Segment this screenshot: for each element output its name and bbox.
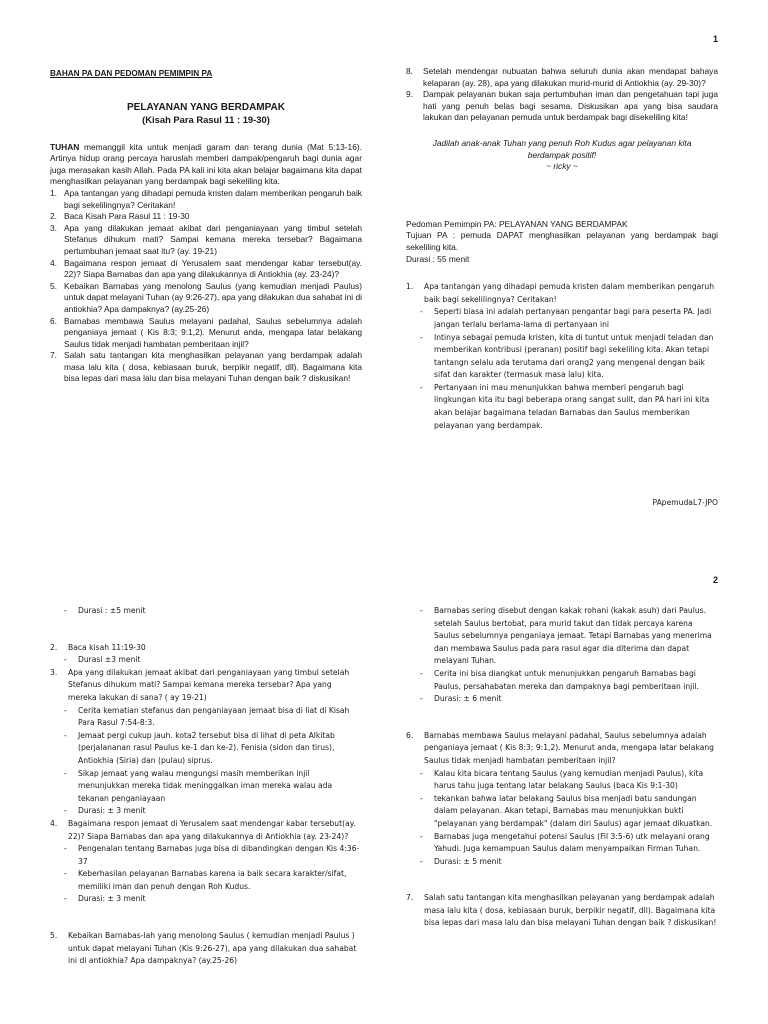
- document-header: BAHAN PA DAN PEDOMAN PEMIMPIN PA: [50, 69, 213, 78]
- question-list-continued: [406, 66, 718, 124]
- bullet-dash: -: [420, 606, 423, 615]
- item-text: Durasi: ± 5 menit: [434, 856, 502, 866]
- bullet-dash: -: [420, 694, 423, 704]
- item-text: Durasi: ± 3 menit: [78, 894, 146, 904]
- item-text: Baca kisah 11:19-30: [68, 642, 146, 652]
- bullet-dash: -: [420, 668, 423, 678]
- item-number: 1.: [50, 187, 57, 198]
- list-item: [50, 258, 362, 281]
- intro-emphasis: TUHAN: [50, 141, 80, 152]
- guide-question: [406, 730, 718, 768]
- item-text: Salah satu tantangan kita menghasilkan pelayanan yang berdampak adalah masa lalu kita ( dosa, kebiasaan buruk, berpikir negatif, dll). Bagaimana kita bisa lepas dari masa lalu dan bisa melayani Tuhan dengan baik ? diskusikan!: [424, 893, 717, 928]
- item-text: Apa tantangan yang dihadapi pemuda kristen dalam memberikan pengaruh baik bagi sekelilingnya? Ceritakan!: [64, 187, 362, 210]
- list-item: [406, 382, 718, 432]
- list-item: [50, 705, 362, 730]
- list-item: [406, 332, 718, 382]
- item-text: Salah satu tantangan kita menghasilkan pelayanan yang berdampak adalah masa lalu kita ( dosa, kebiasaan buruk, berpikir negatif, dll). Bagaimana kita bisa lepas dari masa lalu dan bisa melayani Tuhan dengan baik ? diskusikan!: [64, 350, 362, 384]
- item-text: Pengenalan tentang Barnabas juga bisa di dibandingkan dengan Kis 4:36-37: [78, 844, 360, 866]
- item-text: Kebaikan Barnabas yang menolong Saulus (yang kemudian menjadi Paulus) untuk dapat melayani Tuhan (ay 9:26-27), apa yang dilakukan dua sahabat ini di antiokhia? Apa dampaknya? (ay.25-26): [64, 280, 362, 314]
- list-item: [50, 605, 362, 618]
- item-text: Cerita ini bisa diangkat untuk menunjukkan pengaruh Barnabas bagi Paulus, persahabatan mereka dan dampaknya bagi pemberitaan injil.: [434, 668, 699, 691]
- quote-author: ~ ricky ~: [546, 161, 578, 172]
- bullet-dash: -: [64, 844, 67, 854]
- item-text: Setelah mendengar nubuatan bahwa seluruh dunia akan mendapat bahaya kelaparan (ay. 28), apa yang dilakukan murid-murid di Antiokhia (ay. 29-30)?: [423, 66, 718, 88]
- item-text: Bagaimana respon jemaat di Yerusalem saat mendengar kabar tersebut(ay. 22)? Siapa Barnabas dan apa yang dilakukannya di Antiokhia (ay. 23-24)?: [64, 257, 362, 280]
- bullet-dash: -: [420, 307, 423, 317]
- document-page-2: [0, 565, 768, 1024]
- item-text: Keberhasilan pelayanan Barnabas karena ia baik secara karakter/sifat, memiliki iman dan penuh dengan Roh Kudus.: [78, 869, 347, 891]
- bullet-dash: -: [64, 606, 67, 615]
- item-number: 7.: [50, 350, 57, 361]
- list-item: [50, 281, 362, 316]
- guide-question: [406, 892, 718, 930]
- item-text: Apa yang dilakukan jemaat akibat dari penganiayaan yang timbul setelah Stefanus dihukum mati? Sampai kemana mereka tersebar? Apa yang mereka lakukan di sana? ( ay 19-21): [68, 667, 350, 702]
- bullet-dash: -: [64, 655, 67, 665]
- item-text: Barnabas membawa Saulus melayani padahal, Saulus sebelumnya adalah penganiaya jemaat ( Kis 8:3; 9:1,2). Menurut anda, mengapa latar belakang Saulus tidak menjadi hambatan pemberitaan injil?: [64, 315, 362, 349]
- bullet-dash: -: [420, 856, 423, 866]
- document-title: PELAYANAN YANG BERDAMPAK: [127, 101, 285, 113]
- left-column: [50, 605, 362, 968]
- item-number: 6.: [406, 730, 414, 740]
- intro-paragraph: [50, 142, 362, 188]
- list-item: [50, 768, 362, 806]
- list-item: [406, 66, 718, 89]
- bullet-dash: -: [420, 332, 423, 342]
- item-text: Intinya sebagai pemuda kristen, kita di tuntut untuk menjadi teladan dan memberikan kontribusi (peranan) positif bagi sekeliling kita. Akan tetapi tantangn selalu ada terutama dari orang2 yang mengenal dengan baik sifat dan karakter (termasuk masa lalu) kita.: [434, 332, 714, 380]
- guide-goal: Tujuan PA : pemuda DAPAT menghasilkan pelayanan yang berdampak bagi sekeliling kita.: [406, 230, 718, 252]
- bullet-dash: -: [64, 806, 67, 816]
- guide-question: [406, 281, 718, 306]
- list-item: [50, 805, 362, 818]
- list-item: [406, 793, 718, 831]
- bullet-dash: -: [64, 730, 67, 740]
- item-text: Dampak pelayanan bukan saja pertumbuhan iman dan pengetahuan tapi juga hati yang penuh belas bagi sesama. Diskusikan apa yang bisa saudara lakukan dan pelayanan pemuda untuk berdampak bagi disekeliling kita!: [423, 89, 718, 123]
- item-text: Sikap jemaat yang walau mengungsi masih memberikan injil menunjukkan mereka tidak meninggalkan iman mereka walau ada tekanan penganiayaan: [78, 768, 333, 803]
- item-number: 7.: [406, 893, 414, 903]
- item-text: Barnabas juga mengetahui potensi Saulus (Fil 3:5-6) utk melayani orang Yahudi. Juga kemampuan Saulus dalam menyampaikan Firman Tuhan.: [434, 831, 710, 854]
- item-text: Baca Kisah Para Rasul 11 : 19-30: [64, 211, 190, 222]
- item-number: 5.: [50, 931, 58, 941]
- item-text: Durasi: ± 3 menit: [78, 806, 146, 816]
- item-number: 2.: [50, 211, 57, 222]
- guide-question: [50, 930, 362, 968]
- list-item: [50, 211, 362, 223]
- item-number: 8.: [406, 66, 413, 76]
- item-text: Bagaimana respon jemaat di Yerusalem saat mendengar kabar tersebut(ay. 22)? Siapa Barnabas dan apa yang dilakukannya di Antiokhia (ay. 23-24)?: [68, 818, 356, 841]
- bullet-dash: -: [420, 831, 423, 841]
- right-column: [406, 605, 718, 930]
- list-item: [50, 654, 362, 667]
- list-item: [50, 223, 362, 258]
- list-item: [406, 306, 718, 331]
- quote-text: Jadilah anak-anak Tuhan yang penuh Roh Kudus agar pelayanan kita berdampak positif!: [432, 137, 692, 160]
- item-text: Pertanyaan ini mau menunjukkan bahwa memberi pengaruh bagi lingkungan kita itu bagi beberapa orang sangat sulit, dan PA hari ini kita akan belajar bagaimana teladan Barnabas dan Saulus memberikan pelayanan yang berdampak.: [434, 382, 710, 430]
- item-text: Durasi: ± 6 menit: [434, 694, 502, 704]
- item-text: Cerita kematian stefanus dan penganiayaan jemaat bisa di liat di Kisah Para Rasul 7:54-8:3.: [78, 705, 350, 728]
- guide-question: [50, 667, 362, 705]
- list-item: [406, 693, 718, 706]
- item-text: Apa tantangan yang dihadapi pemuda kristen dalam memberikan pengaruh baik bagi sekelilingnya? Ceritakan!: [424, 282, 715, 304]
- list-item: [50, 730, 362, 768]
- item-number: 4.: [50, 818, 58, 828]
- item-number: 3.: [50, 222, 57, 233]
- list-item: [50, 843, 362, 868]
- item-text: Apa yang dilakukan jemaat akibat dari penganiayaan yang timbul setelah Stefanus dihukum mati? Sampai kemana mereka tersebar? Bagaimana pertumbuhan jemaat saat itu? (ay. 19-21): [64, 222, 362, 256]
- item-text: Seperti biasa ini adalah pertanyaan pengantar bagi para peserta PA. Jadi jangan terlalu berlama-lama di pertanyaan ini: [434, 307, 712, 329]
- item-number: 2.: [50, 642, 58, 652]
- guide-title: Pedoman Pemimpin PA: PELAYANAN YANG BERDAMPAK: [406, 218, 628, 229]
- item-text: Barnabas sering disebut dengan kakak rohani (kakak asuh) dari Paulus. setelah Saulus bertobat, para murid takut dan tidak percaya karena Saulus sebelumnya penganiaya jemaat. Tetapi Barnabas yang menerima dan membawa Saulus pada para rasul agar dia diterima dan dapat melayani Tuhan.: [434, 606, 712, 666]
- guide-question-1: [406, 281, 718, 432]
- item-number: 3.: [50, 667, 58, 677]
- item-text: Jemaat pergi cukup jauh. kota2 tersebut bisa di lihat di peta Alkitab (perjalananan rasul Paulus ke-1 dan ke-2). Fenisia (sidon dan tirus), Antiokhia (Siria) dan (pulau) siprus.: [78, 730, 335, 765]
- list-item: [50, 893, 362, 906]
- bullet-dash: -: [420, 382, 423, 392]
- item-number: 6.: [50, 315, 57, 326]
- guide-question: [50, 642, 362, 655]
- item-text: Durasi ±3 menit: [78, 655, 141, 665]
- document-subtitle: (Kisah Para Rasul 11 : 19-30): [142, 113, 270, 125]
- list-item: [50, 350, 362, 385]
- page-number: 1: [712, 34, 718, 44]
- intro-text: memanggil kita untuk menjadi garam dan terang dunia (Mat 5:13-16). Artinya hidup orang percaya haruslah memberi dampak/pengaruh bagi dunia agar juga merasakan kasih Allah. Pada PA kali ini kita akan belajar bagaimana kita dapat menghasilkan pelayanan yang berdampak bagi sekeliling kita.: [50, 141, 362, 187]
- list-item: [50, 188, 362, 211]
- item-number: 4.: [50, 257, 57, 268]
- list-item: [406, 856, 718, 869]
- item-number: 1.: [406, 282, 414, 292]
- bullet-dash: -: [64, 705, 67, 715]
- bullet-dash: -: [64, 894, 67, 904]
- list-item: [50, 316, 362, 351]
- list-item: [406, 768, 718, 793]
- item-text: Kebaikan Barnabas-lah yang menolong Saulus ( kemudian menjadi Paulus ) untuk dapat melayani Tuhan (Kis 9:26-27), apa yang dilakukan dua sahabat ini di antiokhia? Apa dampaknya? (ay.25-26): [68, 931, 357, 966]
- item-text: tekankan bahwa latar belakang Saulus bisa menjadi batu sandungan dalam pelayanan. Akan tetapi, Barnabas mau menunjukkan bukti "pelayanan yang berdampak" (dalam diri Saulus) agar jemaat dikuatkan.: [434, 793, 713, 828]
- guide-duration: Durasi : 55 menit: [406, 253, 470, 264]
- item-number: 5.: [50, 280, 57, 291]
- item-text: Durasi : ±5 menit: [78, 606, 146, 615]
- list-item: [406, 668, 718, 693]
- item-number: 9.: [406, 89, 413, 100]
- list-item: [406, 89, 718, 124]
- document-signature: PApemudaL7-JPO: [652, 498, 718, 507]
- list-item: [50, 868, 362, 893]
- question-list: [50, 188, 362, 385]
- bullet-dash: -: [64, 869, 67, 879]
- right-column: [406, 66, 718, 432]
- list-item: [406, 831, 718, 856]
- closing-quote: [406, 138, 718, 173]
- item-text: Barnabas membawa Saulus melayani padahal, Saulus sebelumnya adalah penganiaya jemaat ( Kis 8:3; 9:1,2). Menurut anda, mengapa latar belakang Saulus tidak menjadi hambatan pemberitaan injil?: [424, 730, 715, 765]
- guide-question: [50, 818, 362, 843]
- left-column: [50, 68, 362, 385]
- bullet-dash: -: [420, 793, 423, 803]
- bullet-dash: -: [64, 768, 67, 778]
- page-number: 2: [712, 575, 718, 585]
- bullet-dash: -: [420, 768, 423, 778]
- list-item: [406, 605, 718, 668]
- item-text: Kalau kita bicara tentang Saulus (yang kemudian menjadi Paulus), kita harus tahu juga tentang latar belakang Saulus (baca Kis 9:1-30): [434, 768, 704, 791]
